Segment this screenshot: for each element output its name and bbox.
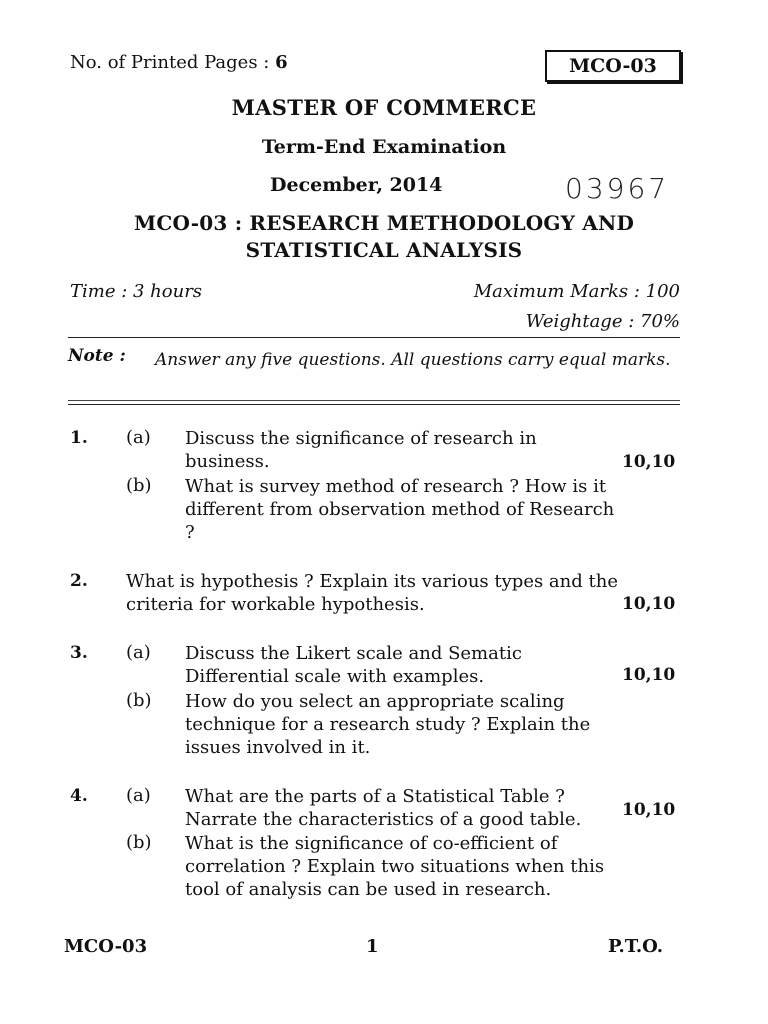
degree-title: MASTER OF COMMERCE [231, 95, 537, 120]
q1-number: 1. [70, 428, 88, 448]
q1a-label: (a) [126, 427, 151, 448]
q3b-text: How do you select an appropriate scaling technique for a research study ? Explain the issues involved in it. [185, 691, 591, 758]
divider-top [68, 337, 680, 338]
q4a-text: What are the parts of a Statistical Table ? Narrate the characteristics of a good table. [185, 786, 582, 830]
q3a-text: Discuss the Likert scale and Sematic Differential scale with examples. [185, 643, 522, 687]
q2-number: 2. [70, 571, 88, 591]
note-label: Note : [68, 346, 126, 366]
q1b-label: (b) [126, 475, 152, 496]
q3b-label: (b) [126, 690, 152, 711]
footer-page-number: 1 [366, 936, 379, 957]
q4b-text: What is the significance of co-efficient of correlation ? Explain two situations when this tool of analysis can be used in research. [185, 833, 605, 900]
course-title-line2: STATISTICAL ANALYSIS [245, 238, 523, 262]
q1a-text: Discuss the significance of research in business. [185, 428, 537, 472]
q4-marks: 10,10 [622, 800, 676, 820]
q3a-label: (a) [126, 642, 151, 663]
q1b-text: What is survey method of research ? How is it different from observation method of Research ? [185, 476, 615, 543]
course-code-box: MCO-03 [545, 50, 681, 82]
footer-pto: P.T.O. [608, 936, 664, 957]
q2-marks: 10,10 [622, 594, 676, 614]
q4b-label: (b) [126, 832, 152, 853]
footer-course-code: MCO-03 [64, 936, 148, 957]
printed-pages [70, 52, 288, 73]
q2-text: What is hypothesis ? Explain its various types and the criteria for workable hypothesis. [126, 571, 618, 615]
weightage: Weightage : 70% [525, 311, 680, 332]
course-title-line1: MCO-03 : RESEARCH METHODOLOGY AND [133, 211, 635, 235]
q3-number: 3. [70, 643, 88, 663]
exam-date: December, 2014 [270, 174, 443, 196]
course-title [0, 210, 768, 264]
printed-pages-label: No. of Printed Pages : [70, 52, 270, 73]
maximum-marks: Maximum Marks : 100 [473, 281, 680, 302]
time-allowed: Time : 3 hours [70, 281, 203, 302]
exam-title: Term-End Examination [261, 136, 507, 158]
q4-number: 4. [70, 786, 88, 806]
q3-marks: 10,10 [622, 665, 676, 685]
printed-pages-value: 6 [275, 52, 288, 73]
divider-note-2 [68, 404, 680, 405]
note-text: Answer any five questions. All questions carry equal marks. [155, 350, 671, 370]
serial-number: 03967 [565, 172, 670, 205]
divider-note-1 [68, 400, 680, 401]
q4a-label: (a) [126, 785, 151, 806]
q1-marks: 10,10 [622, 452, 676, 472]
